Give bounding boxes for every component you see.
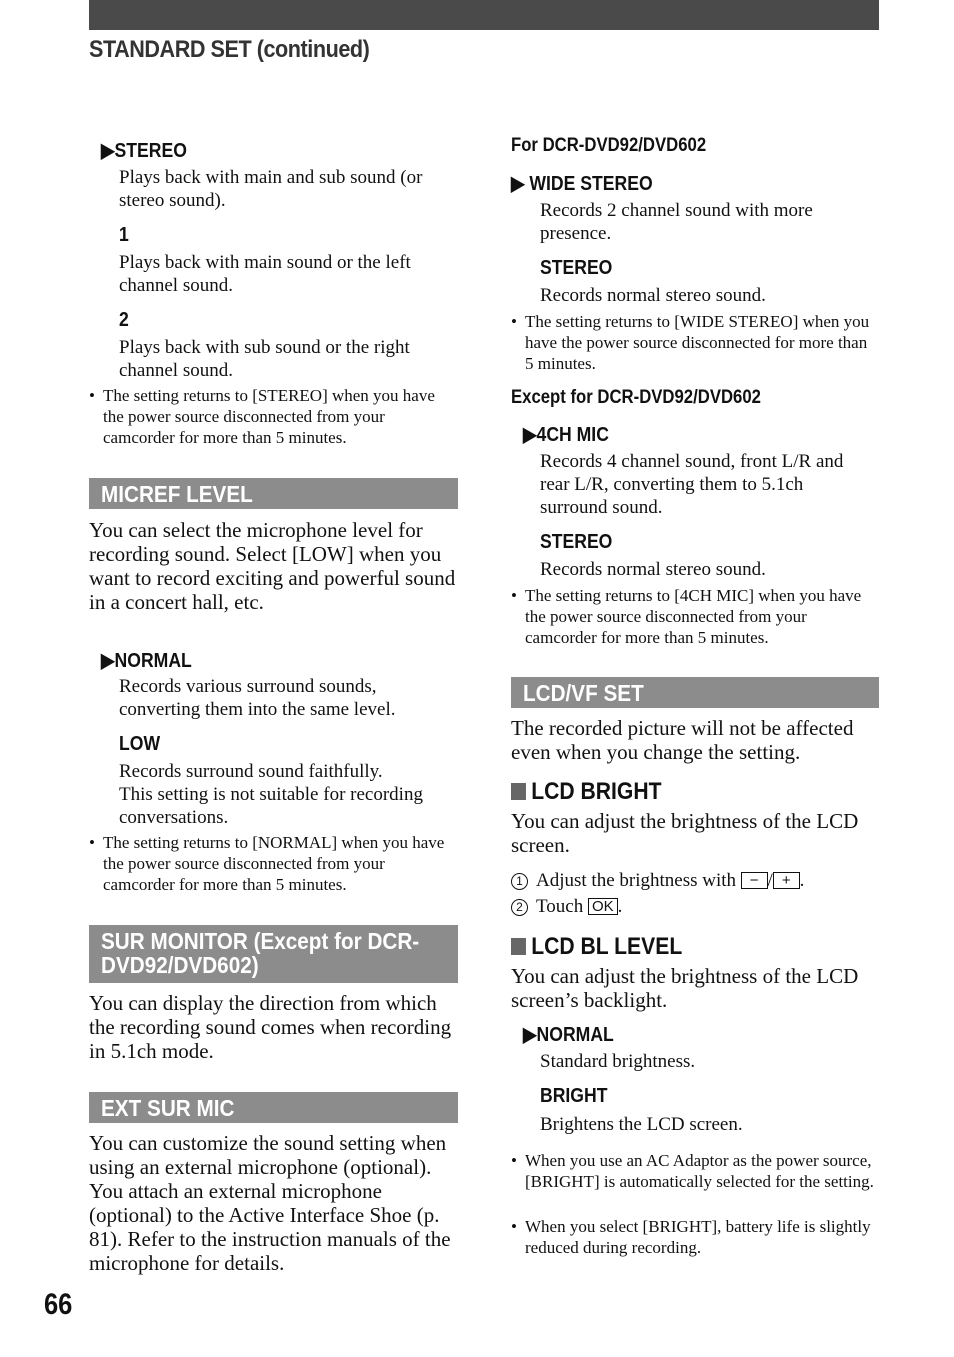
option-desc: Records normal stereo sound. (540, 285, 766, 306)
option-desc: Plays back with main sound or the left channel sound. (119, 252, 411, 296)
model-label: For DCR-DVD92/DVD602 (511, 135, 707, 156)
subsection-lcd-bright: LCD BRIGHT (511, 778, 661, 806)
option-1: 1 (119, 224, 129, 246)
option-bright: BRIGHT (540, 1085, 608, 1107)
plus-key-icon: + (773, 872, 800, 889)
option-low: LOW (119, 733, 161, 755)
section-ext-sur-mic: EXT SUR MIC (89, 1092, 458, 1123)
option-desc: Standard brightness. (540, 1051, 696, 1072)
option-desc: Records normal stereo sound. (540, 559, 766, 580)
option-2: 2 (119, 309, 129, 331)
section-body: You can display the direction from which the recording sound comes when recording in 5.1ch mode. (89, 991, 452, 1063)
subsection-lcd-bl-level: LCD BL LEVEL (511, 933, 682, 961)
note: • The setting returns to [WIDE STEREO] when you have the power source disconnected for more than 5 minutes. (511, 311, 875, 374)
option-stereo: STEREO (540, 257, 613, 279)
option-wide-stereo: ▶ WIDE STEREO (511, 173, 653, 195)
note: • When you use an AC Adaptor as the power source, [BRIGHT] is automatically selected for the setting. (511, 1150, 881, 1192)
page-header: STANDARD SET (continued) (89, 36, 370, 63)
step-number-icon: 2 (511, 899, 528, 916)
option-desc: Records surround sound faithfully. (119, 761, 383, 782)
section-body: You can adjust the brightness of the LCD screen. (511, 809, 859, 857)
option-normal: ▶NORMAL (101, 650, 192, 672)
option-stereo: ▶STEREO (101, 140, 187, 162)
page-number: 66 (44, 1288, 73, 1321)
option-desc: Records various surround sounds, converting them into the same level. (119, 676, 396, 720)
option-desc: Plays back with sub sound or the right channel sound. (119, 337, 410, 381)
square-bullet-icon (511, 938, 526, 955)
option-desc: Records 4 channel sound, front L/R and rear L/R, converting them to 5.1ch surround sound. (540, 451, 844, 518)
section-sur-monitor: SUR MONITOR (Except for DCR-DVD92/DVD602) (89, 925, 458, 983)
square-bullet-icon (511, 783, 526, 800)
note: • The setting returns to [4CH MIC] when you have the power source disconnected from your camcorder for more than 5 minutes. (511, 585, 875, 648)
header-bar (89, 0, 879, 30)
option-desc: Records 2 channel sound with more presence. (540, 200, 813, 244)
minus-key-icon: − (741, 872, 768, 889)
option-normal: ▶NORMAL (523, 1024, 614, 1046)
option-4ch-mic: ▶4CH MIC (523, 424, 609, 446)
section-body: You attach an external microphone (optional) to the Active Interface Shoe (p. 81). Refer to the instruction manuals of the microphone for details. (89, 1179, 451, 1275)
step-2: 2 Touch OK . (511, 895, 879, 918)
note: • The setting returns to [STEREO] when you have the power source disconnected from your camcorder for more than 5 minutes. (89, 385, 453, 448)
section-lcd-vf-set: LCD/VF SET (511, 677, 879, 708)
option-stereo: STEREO (540, 531, 613, 553)
section-body: You can customize the sound setting when using an external microphone (optional). (89, 1131, 447, 1179)
section-micref-level: MICREF LEVEL (89, 478, 458, 509)
ok-key-icon: OK (588, 898, 618, 915)
step-number-icon: 1 (511, 873, 528, 890)
option-desc: Plays back with main and sub sound (or stereo sound). (119, 167, 423, 211)
option-desc: Brightens the LCD screen. (540, 1114, 743, 1135)
note: • The setting returns to [NORMAL] when you have the power source disconnected from your camcorder for more than 5 minutes. (89, 832, 453, 895)
model-label: Except for DCR-DVD92/DVD602 (511, 387, 761, 408)
option-desc: This setting is not suitable for recording conversations. (119, 784, 423, 828)
section-body: You can adjust the brightness of the LCD screen’s backlight. (511, 964, 859, 1012)
note: • When you select [BRIGHT], battery life is slightly reduced during recording. (511, 1216, 881, 1258)
section-body: You can select the microphone level for recording sound. Select [LOW] when you want to record exciting and powerful sound in a concert hall, etc. (89, 518, 456, 614)
section-body: The recorded picture will not be affected even when you change the setting. (511, 716, 854, 764)
step-1: 1 Adjust the brightness with − / + . (511, 869, 879, 892)
